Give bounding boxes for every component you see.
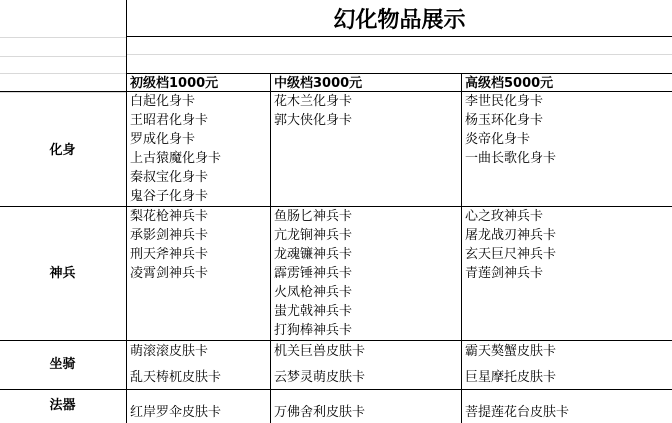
list-item: 机关巨兽皮肤卡 [274,344,366,359]
list-item: 霹雳锤神兵卡 [274,266,353,281]
list-item: 云梦灵萌皮肤卡 [274,370,366,385]
list-item: 菩提莲花台皮肤卡 [465,405,570,420]
list-item: 花木兰化身卡 [274,94,353,109]
list-item: 打狗棒神兵卡 [274,323,353,338]
list-item: 红岸罗伞皮肤卡 [130,405,222,420]
list-item: 萌滚滚皮肤卡 [130,344,209,359]
list-item: 火凤枪神兵卡 [274,285,353,300]
list-item: 炎帝化身卡 [465,132,531,147]
list-item: 郭大侠化身卡 [274,113,353,128]
list-item: 心之玫神兵卡 [465,209,544,224]
header-tier-basic: 初级档1000元 [130,76,219,91]
list-item: 青莲剑神兵卡 [465,266,544,281]
list-item: 刑天斧神兵卡 [130,247,209,262]
list-item: 一曲长歌化身卡 [465,151,557,166]
header-tier-high: 高级档5000元 [465,76,554,91]
list-item: 屠龙战刃神兵卡 [465,228,557,243]
list-item: 白起化身卡 [130,94,196,109]
sheet-title: 幻化物品展示 [333,8,466,33]
list-item: 乱天梼杌皮肤卡 [130,370,222,385]
list-item: 霸天獒蟹皮肤卡 [465,344,557,359]
list-item: 秦叔宝化身卡 [130,170,209,185]
category-mount: 坐骑 [49,357,76,372]
list-item: 罗成化身卡 [130,132,196,147]
list-item: 杨玉环化身卡 [465,113,544,128]
list-item: 承影剑神兵卡 [130,228,209,243]
list-item: 上古猿魔化身卡 [130,151,222,166]
list-item: 巨星摩托皮肤卡 [465,370,557,385]
list-item: 梨花枪神兵卡 [130,209,209,224]
list-item: 王昭君化身卡 [130,113,209,128]
list-item: 李世民化身卡 [465,94,544,109]
list-item: 蚩尤戟神兵卡 [274,304,353,319]
list-item: 鱼肠匕神兵卡 [274,209,353,224]
list-item: 玄天巨尺神兵卡 [465,247,557,262]
category-avatar: 化身 [49,143,76,158]
list-item: 鬼谷子化身卡 [130,189,209,204]
list-item: 龙魂镰神兵卡 [274,247,353,262]
list-item: 万佛舍利皮肤卡 [274,405,366,420]
category-artifact: 法器 [49,398,76,413]
list-item: 凌霄剑神兵卡 [130,266,209,281]
list-item: 亢龙锏神兵卡 [274,228,353,243]
category-weapon: 神兵 [49,266,76,281]
header-tier-mid: 中级档3000元 [274,76,363,91]
